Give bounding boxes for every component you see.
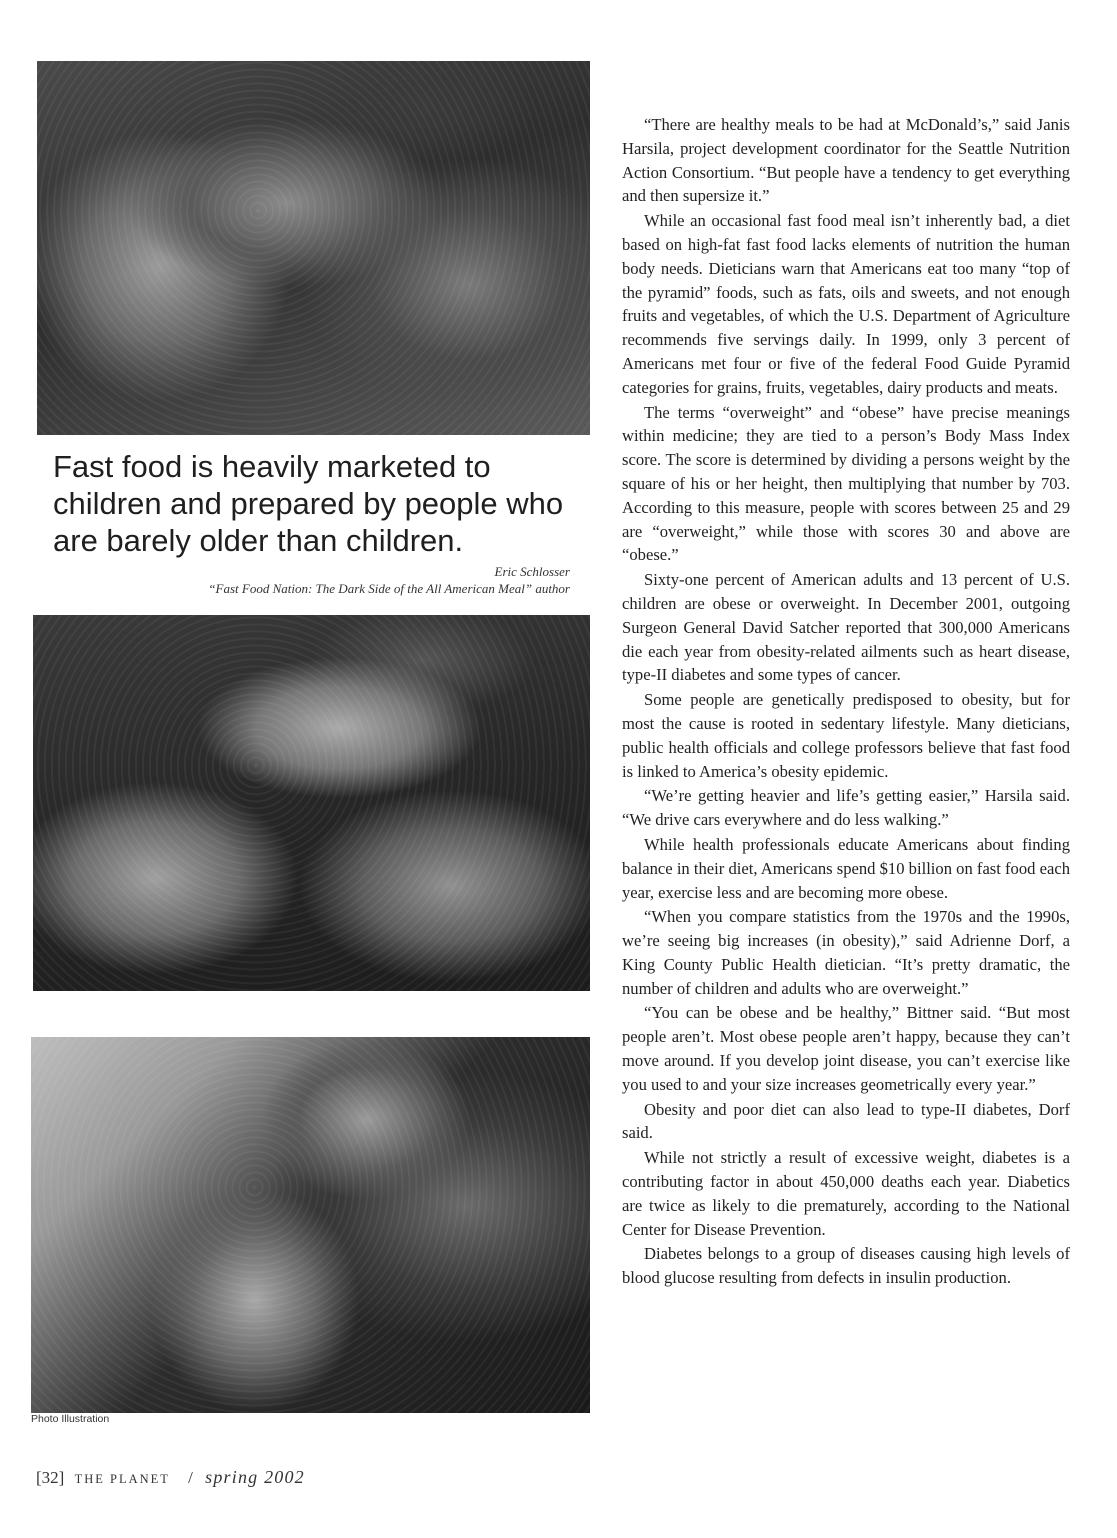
article-paragraph: While an occasional fast food meal isn’t inherently bad, a diet based on high-fat fast food lacks elements of nutrition the human body needs. Dieticians warn that Americans eat too many “top of the pyramid” foods, such as fats, oils and sweets, and not enough fruits and vegetables, of which the U.S. Department of Agriculture recommends five servings daily. In 1999, only 3 percent of Americans met four or five of the federal Food Guide Pyramid categories for grains, fruits, vegetables, dairy products and meats. — [622, 211, 1070, 397]
page-footer — [36, 1467, 305, 1488]
article-paragraph: “We’re getting heavier and life’s getting easier,” Harsila said. “We drive cars everywhere and do less walking.” — [622, 786, 1070, 830]
pull-quote: Fast food is heavily marketed to children and prepared by people who are barely older than children. — [53, 449, 564, 558]
article-paragraph: “When you compare statistics from the 1970s and the 1990s, we’re seeing big increases (in obesity),” said Adrienne Dorf, a King County Public Health dietician. “It’s pretty dramatic, the number of children and adults who are overweight.” — [622, 907, 1070, 998]
footer-separator: / — [188, 1468, 193, 1487]
issue-label: spring 2002 — [205, 1467, 305, 1487]
article-paragraph: While health professionals educate Americans about finding balance in their diet, Americans spend $10 billion on fast food each year, exercise less and are becoming more obese. — [622, 834, 1070, 902]
pull-quote-source: “Fast Food Nation: The Dark Side of the All American Meal” author — [208, 581, 570, 596]
article-paragraph: “You can be obese and be healthy,” Bittner said. “But most people aren’t. Most obese people aren’t happy, because they can’t move around. If you develop joint disease, you can’t exercise like you used to and your size increases geometrically every year.” — [622, 1003, 1070, 1094]
article-paragraph: Obesity and poor diet can also lead to type-II diabetes, Dorf said. — [622, 1099, 1070, 1143]
page-number: [32] — [36, 1468, 65, 1487]
publication-name: THE PLANET — [74, 1472, 170, 1486]
photo-burger-eating-profile — [31, 1037, 590, 1413]
photo-credit: Photo Illustration — [31, 1413, 110, 1425]
article-paragraph: While not strictly a result of excessive weight, diabetes is a contributing factor in about 450,000 deaths each year. Diabetics are twice as likely to die prematurely, according to the National Center for Disease Prevention. — [622, 1148, 1070, 1239]
pull-quote-attribution — [53, 563, 570, 597]
photo-burger-closeup-hands — [37, 61, 590, 435]
article-body — [622, 113, 1070, 1291]
article-paragraph: Sixty-one percent of American adults and 13 percent of U.S. children are obese or overweight. In December 2001, outgoing Surgeon General David Satcher reported that 300,000 Americans die each year from obesity-related ailments such as heart disease, type-II diabetes and some types of cancer. — [622, 570, 1070, 685]
article-paragraph: The terms “overweight” and “obese” have precise meanings within medicine; they are tied to a person’s Body Mass Index score. The score is determined by dividing a persons weight by the square of his or her height, then multiplying that number by 703. According to this measure, people with scores between 25 and 29 are “overweight,” while those with scores 30 and above are “obese.” — [622, 402, 1070, 565]
pull-quote-author: Eric Schlosser — [494, 564, 570, 579]
photo-burger-bite — [33, 615, 590, 991]
article-paragraph: Some people are genetically predisposed to obesity, but for most the cause is rooted in sedentary lifestyle. Many dieticians, public health officials and college professors believe that fast food is linked to America’s obesity epidemic. — [622, 690, 1070, 781]
article-paragraph: “There are healthy meals to be had at McDonald’s,” said Janis Harsila, project development coordinator for the Seattle Nutrition Action Consortium. “But people have a tendency to get everything and then supersize it.” — [622, 115, 1070, 206]
article-paragraph: Diabetes belongs to a group of diseases causing high levels of blood glucose resulting from defects in insulin production. — [622, 1244, 1070, 1288]
